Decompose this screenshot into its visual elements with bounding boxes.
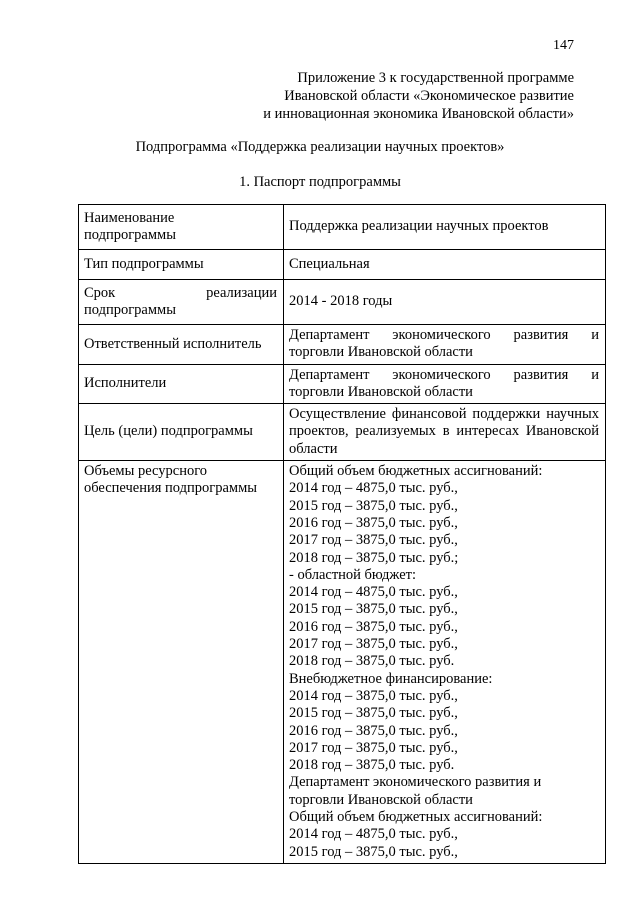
funding-line: 2014 год – 4875,0 тыс. руб., (289, 480, 458, 497)
funding-line: - областной бюджет: (289, 566, 417, 583)
table-row-type (79, 250, 606, 280)
value-word: Департамент (289, 366, 370, 383)
label-cell (79, 205, 284, 250)
value-word: развития (513, 327, 569, 343)
appendix-line: Приложение 3 к государственной программе (297, 70, 574, 86)
label-text: обеспечения подпрограммы (84, 480, 258, 497)
value-word: и (591, 327, 599, 343)
value-cell: Специальная (284, 250, 606, 280)
funding-line: 2014 год – 4875,0 тыс. руб., (289, 584, 458, 601)
funding-line: Департамент экономического развития и (289, 774, 542, 791)
funding-line: 2016 год – 3875,0 тыс. руб., (289, 618, 458, 635)
value-word: Департамент (289, 327, 370, 343)
value-text: торговли Ивановской области (289, 344, 473, 361)
label-cell (79, 280, 284, 325)
value-cell (284, 325, 606, 365)
value-word: экономического (392, 366, 491, 383)
table-row-term (79, 280, 606, 325)
funding-line: Общий объем бюджетных ассигнований: (289, 809, 543, 826)
table-row-volume (79, 461, 606, 864)
value-line (289, 367, 599, 384)
value-cell: Осуществление финансовой поддержки научных проектов, реализуемых в интересах Ивановской области (284, 404, 606, 461)
label-cell: Тип подпрограммы (79, 250, 284, 280)
label-word: реализации (206, 284, 277, 301)
label-cell: Ответственный исполнитель (79, 325, 284, 365)
funding-line: 2017 год – 3875,0 тыс. руб., (289, 532, 458, 549)
label-word: Срок (84, 284, 116, 301)
funding-line: 2016 год – 3875,0 тыс. руб., (289, 722, 458, 739)
label-line (84, 285, 277, 302)
value-word: экономического (392, 327, 491, 343)
funding-line: 2018 год – 3875,0 тыс. руб.; (289, 549, 459, 566)
section-title: 1. Паспорт подпрограммы (239, 174, 401, 190)
label-cell (79, 461, 284, 864)
funding-line: 2015 год – 3875,0 тыс. руб., (289, 497, 458, 514)
appendix-line: Ивановской области «Экономическое развитие (284, 88, 574, 104)
passport-table (78, 204, 606, 864)
funding-line: 2015 год – 3875,0 тыс. руб., (289, 843, 458, 860)
appendix-line: и инновационная экономика Ивановской области» (263, 106, 574, 122)
label-text: Объемы ресурсного (84, 463, 208, 480)
table-row-responsible (79, 325, 606, 365)
value-word: и (591, 366, 599, 383)
funding-line: торговли Ивановской области (289, 791, 473, 808)
funding-line: 2014 год – 4875,0 тыс. руб., (289, 826, 458, 843)
value-cell: Поддержка реализации научных проектов (284, 205, 606, 250)
value-text: торговли Ивановской области (289, 383, 473, 400)
funding-line: 2018 год – 3875,0 тыс. руб. (289, 653, 455, 670)
funding-line: 2016 год – 3875,0 тыс. руб., (289, 514, 458, 531)
label-text: подпрограммы (84, 302, 176, 318)
appendix-header (263, 69, 574, 123)
funding-line: 2014 год – 3875,0 тыс. руб., (289, 687, 458, 704)
funding-line: 2018 год – 3875,0 тыс. руб. (289, 757, 455, 774)
value-line (289, 327, 599, 344)
label-cell: Цель (цели) подпрограммы (79, 404, 284, 461)
funding-line: 2015 год – 3875,0 тыс. руб., (289, 601, 458, 618)
table-row-goal (79, 404, 606, 461)
label-text: подпрограммы (84, 227, 176, 243)
funding-line: 2017 год – 3875,0 тыс. руб., (289, 739, 458, 756)
value-cell (284, 364, 606, 404)
label-text: Наименование (84, 209, 175, 226)
funding-line: Внебюджетное финансирование: (289, 670, 493, 687)
label-cell: Исполнители (79, 364, 284, 404)
funding-line: 2017 год – 3875,0 тыс. руб., (289, 636, 458, 653)
subprogram-title: Подпрограмма «Поддержка реализации научных проектов» (135, 139, 505, 155)
funding-line: Общий объем бюджетных ассигнований: (289, 463, 543, 480)
page-number: 147 (553, 38, 574, 53)
value-word: развития (513, 366, 569, 383)
table-row-name (79, 205, 606, 250)
table-row-executors (79, 364, 606, 404)
value-cell: 2014 - 2018 годы (284, 280, 606, 325)
funding-line: 2015 год – 3875,0 тыс. руб., (289, 705, 458, 722)
value-cell (284, 461, 606, 864)
